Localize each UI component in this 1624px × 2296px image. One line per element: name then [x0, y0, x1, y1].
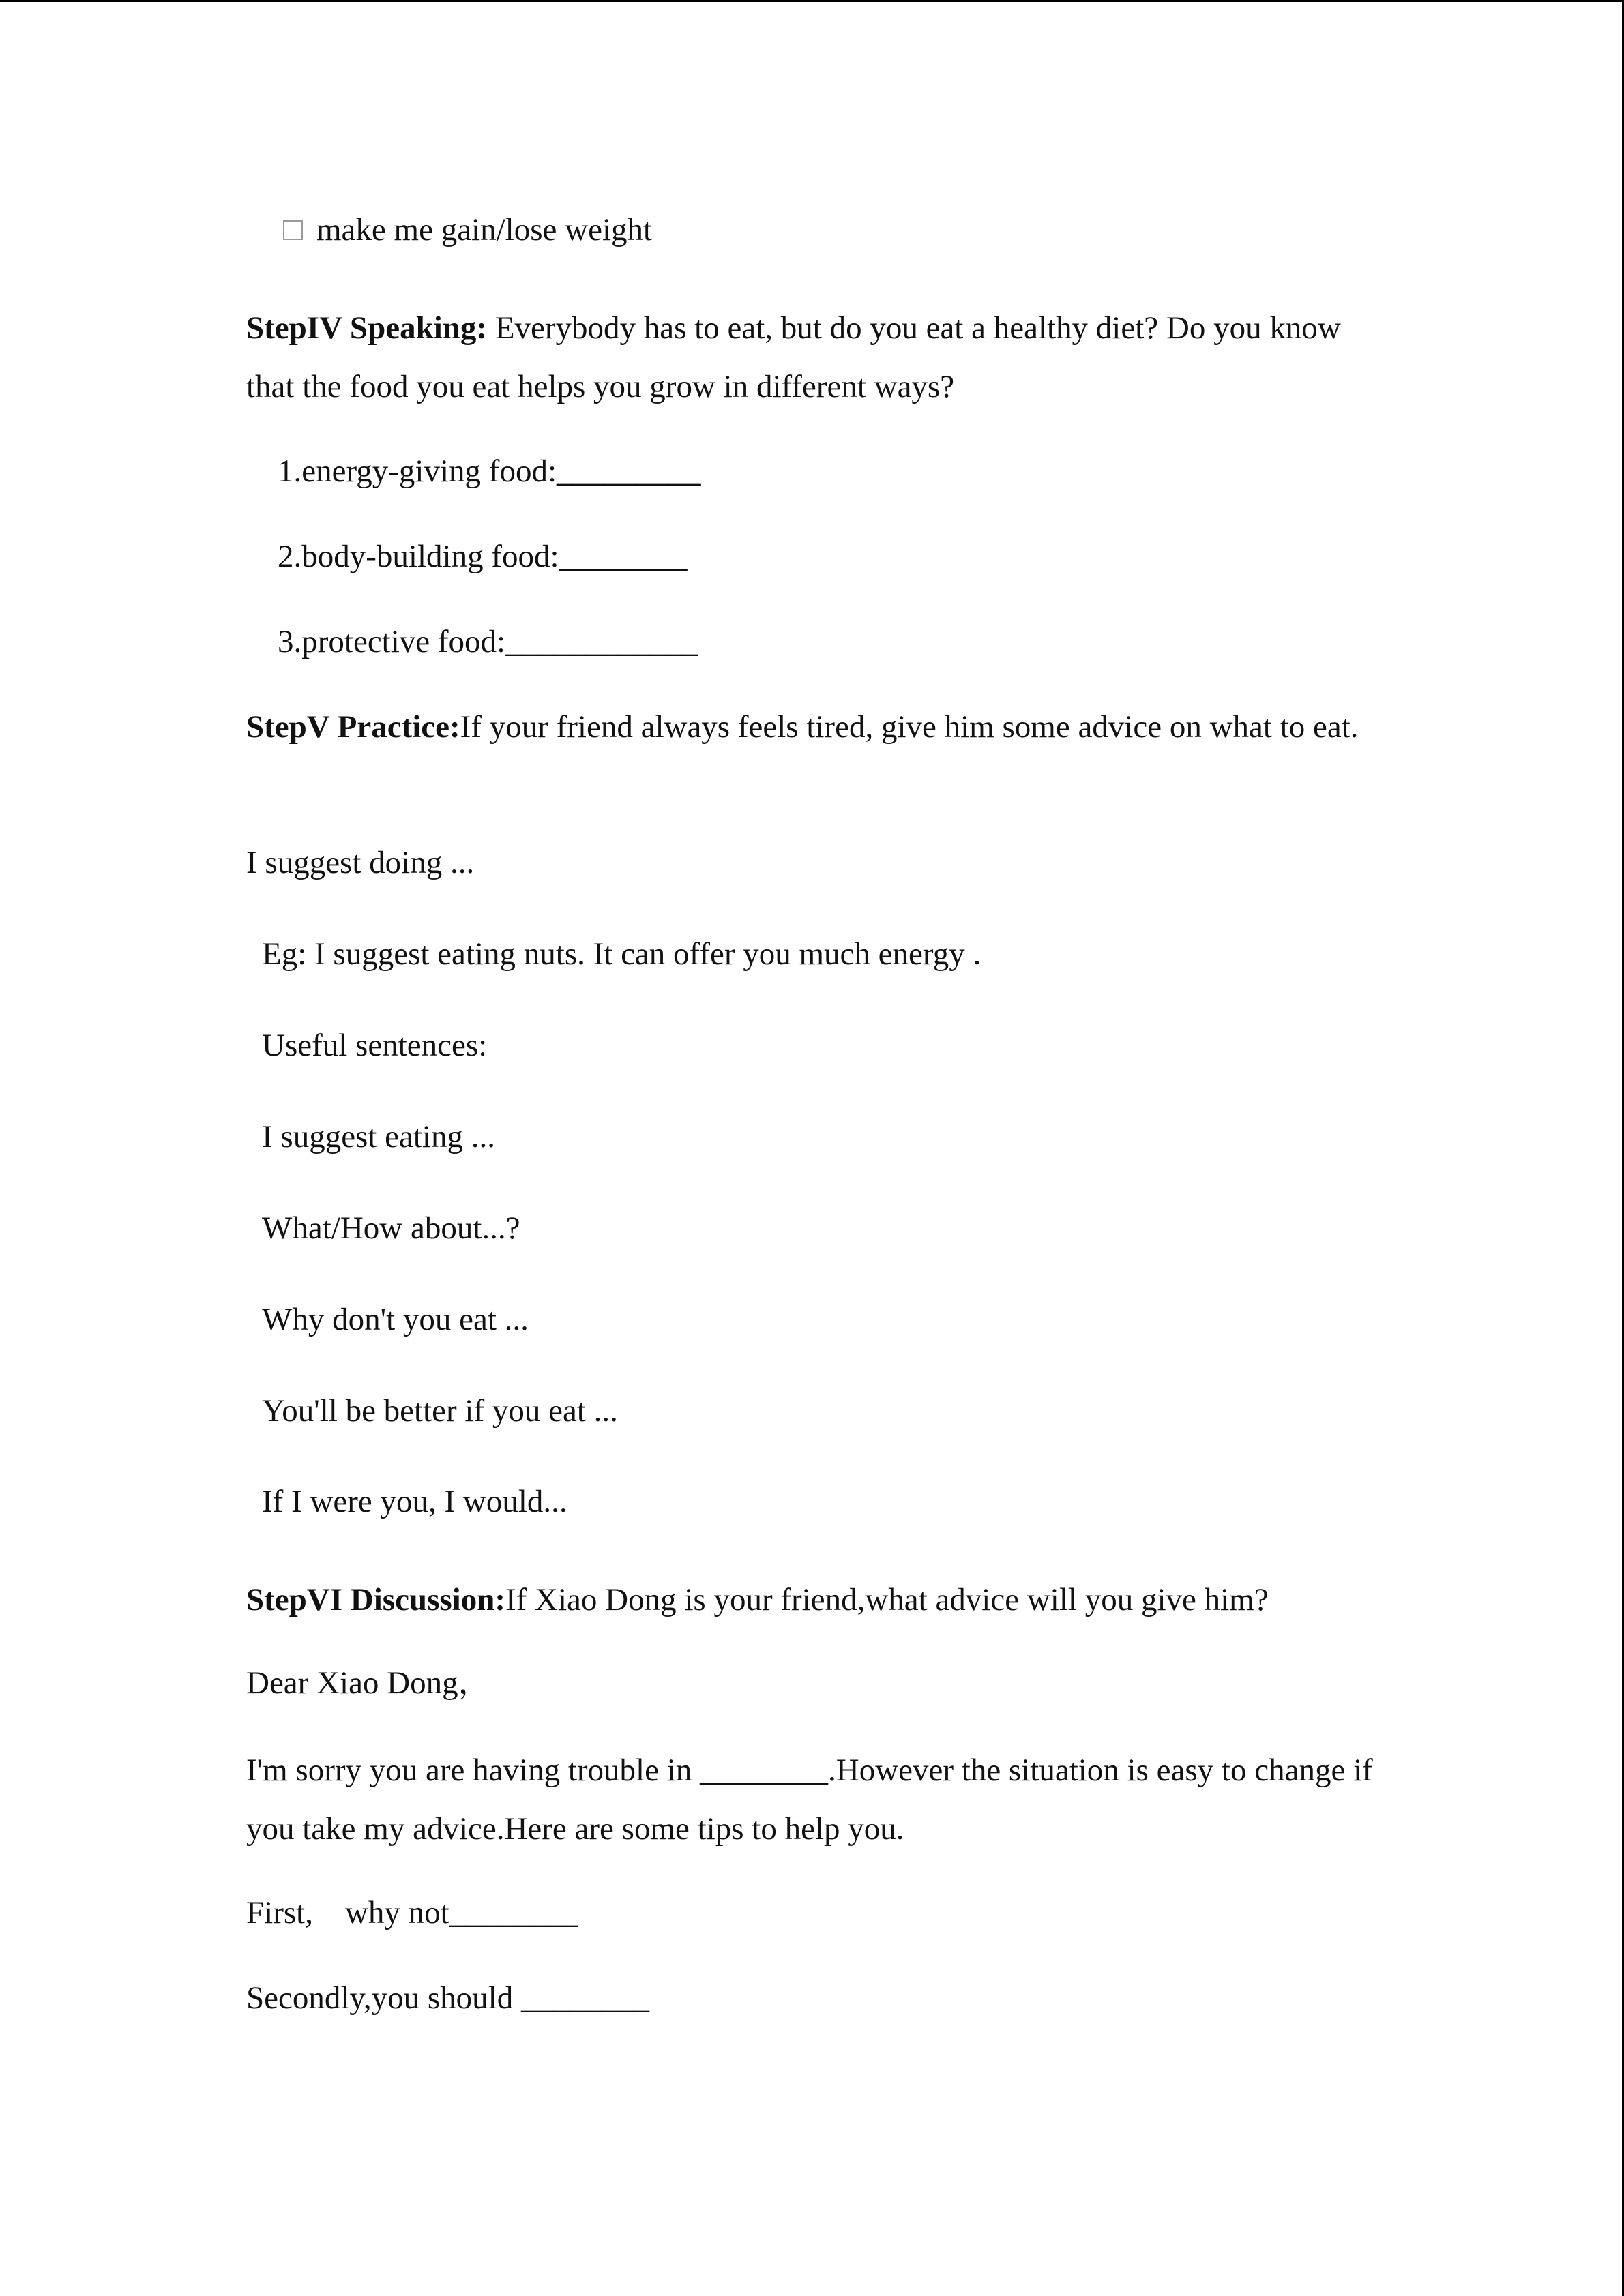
step4-item-3: 3.protective food:____________ [278, 624, 698, 659]
useful-sentence: If I were you, I would... [262, 1484, 567, 1519]
step5-paragraph [246, 698, 1378, 756]
checkbox-icon[interactable] [283, 220, 303, 240]
letter-second-tip: Secondly,you should ________ [246, 1980, 649, 2016]
step4-paragraph [246, 299, 1378, 416]
useful-sentence: I suggest eating ... [262, 1119, 495, 1154]
step5-title: StepV Practice: [246, 709, 460, 745]
letter-greeting: Dear Xiao Dong， [246, 1665, 490, 1701]
useful-sentences-heading: Useful sentences: [262, 1028, 488, 1063]
letter-first-tip: First, why not________ [246, 1895, 578, 1930]
step4-item-2: 2.body-building food:________ [278, 539, 688, 574]
step6-title: StepVI Discussion: [246, 1582, 505, 1617]
useful-sentence: You'll be better if you eat ... [262, 1393, 618, 1429]
step6-paragraph [246, 1570, 1269, 1629]
step5-example: Eg: I suggest eating nuts. It can offer you much energy . [262, 936, 981, 972]
useful-sentence: Why don't you eat ... [262, 1302, 529, 1337]
step5-suggest: I suggest doing ... [246, 845, 475, 880]
step4-title: StepIV Speaking: [246, 310, 488, 346]
useful-sentence: What/How about...? [262, 1210, 520, 1246]
letter-body: I'm sorry you are having trouble in ________.However the situation is easy to change if you take my advice.Here are some tips to help you. [246, 1753, 1373, 1847]
step5-text: If your friend always feels tired, give him some advice on what to eat. [460, 709, 1359, 745]
checkbox-label: make me gain/lose weight [316, 212, 653, 248]
page-border-top [0, 0, 1624, 2]
checkbox-option[interactable] [283, 200, 652, 259]
step4-item-1: 1.energy-giving food:_________ [278, 453, 701, 489]
step6-text: If Xiao Dong is your friend,what advice will you give him? [505, 1582, 1269, 1617]
step4-text: Everybody has to eat, but do you eat a healthy diet? Do you know that the food you eat helps you grow in different ways? [246, 310, 1341, 404]
